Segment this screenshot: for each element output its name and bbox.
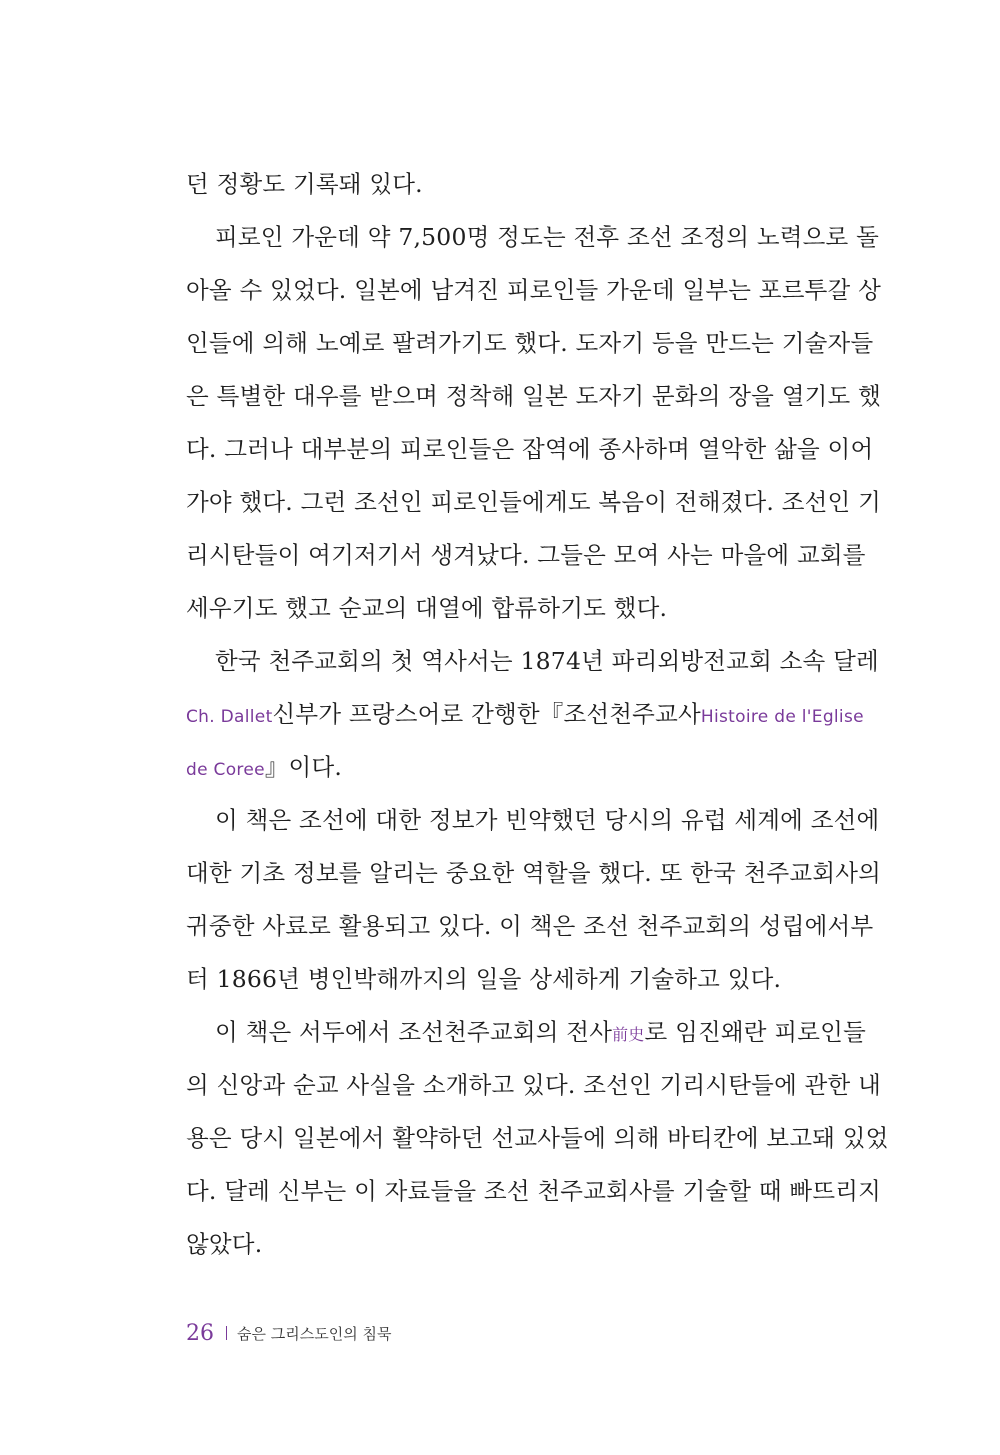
- text-line: 리시탄들이 여기저기서 생겨났다. 그들은 모여 사는 마을에 교회를: [186, 541, 866, 569]
- text-line: 귀중한 사료로 활용되고 있다. 이 책은 조선 천주교회의 성립에서부: [186, 912, 874, 940]
- footer-divider: [226, 1326, 227, 1340]
- text-line: 않았다.: [186, 1230, 263, 1258]
- text-fragment: 로 임진왜란 피로인들: [644, 1018, 866, 1046]
- text-line: 피로인 가운데 약 7,500명 정도는 전후 조선 조정의 노력으로 돌: [215, 223, 880, 251]
- text-line: 대한 기초 정보를 알리는 중요한 역할을 했다. 또 한국 천주교회사의: [186, 859, 882, 887]
- text-line: 세우기도 했고 순교의 대열에 합류하기도 했다.: [186, 594, 668, 622]
- text-line-coree: [186, 747, 816, 787]
- latin-name: Ch. Dallet: [186, 707, 273, 727]
- text-line: 아올 수 있었다. 일본에 남겨진 피로인들 가운데 일부는 포르투갈 상: [186, 276, 882, 304]
- text-line-zenshi: [215, 1012, 866, 1052]
- page-number: 26: [186, 1320, 214, 1346]
- hanja-annotation: 前史: [612, 1025, 645, 1044]
- running-book-title: 숨은 그리스도인의 침묵: [237, 1324, 392, 1343]
- text-line: 인들에 의해 노예로 팔려가기도 했다. 도자기 등을 만드는 기술자들: [186, 329, 874, 357]
- latin-book-title: Histoire de l'Eglise: [700, 707, 864, 727]
- text-fragment: 』이다.: [264, 753, 343, 781]
- text-line: 은 특별한 대우를 받으며 정착해 일본 도자기 문화의 장을 열기도 했: [186, 382, 882, 410]
- text-line: 가야 했다. 그런 조선인 피로인들에게도 복음이 전해졌다. 조선인 기: [186, 488, 882, 516]
- text-fragment: 신부가 프랑스어로 간행한『조선천주교사: [272, 700, 701, 728]
- text-line: 용은 당시 일본에서 활약하던 선교사들에 의해 바티칸에 보고돼 있었: [186, 1124, 889, 1152]
- text-fragment: 이 책은 서두에서 조선천주교회의 전사: [215, 1018, 613, 1046]
- text-line: 터 1866년 병인박해까지의 일을 상세하게 기술하고 있다.: [186, 965, 782, 993]
- text-line: 던 정황도 기록돼 있다.: [186, 170, 423, 198]
- page-footer: [186, 1318, 391, 1348]
- text-line: 의 신앙과 순교 사실을 소개하고 있다. 조선인 기리시탄들에 관한 내: [186, 1071, 882, 1099]
- latin-book-title-cont: de Coree: [186, 760, 265, 780]
- text-line: 이 책은 조선에 대한 정보가 빈약했던 당시의 유럽 세계에 조선에: [215, 806, 880, 834]
- text-line: 한국 천주교회의 첫 역사서는 1874년 파리외방전교회 소속 달레: [215, 647, 879, 675]
- text-line: 다. 그러나 대부분의 피로인들은 잡역에 종사하며 열악한 삶을 이어: [186, 435, 874, 463]
- text-line: 다. 달레 신부는 이 자료들을 조선 천주교회사를 기술할 때 빠뜨리지: [186, 1177, 882, 1205]
- text-line-dallet: [186, 694, 864, 734]
